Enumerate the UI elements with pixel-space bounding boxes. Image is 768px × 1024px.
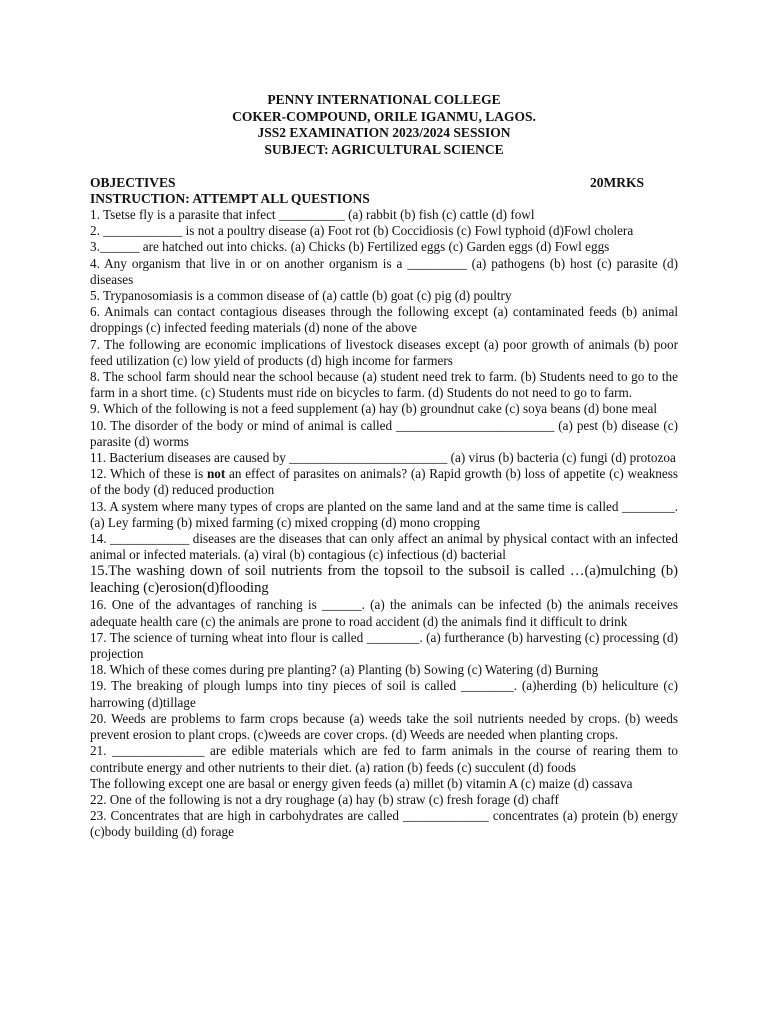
question-list (90, 207, 678, 841)
question-7: 7. The following are economic implications of livestock diseases except (a) poor growth of animals (b) poor feed utilization (c) low yield of products (d) high income for farmers (90, 336, 678, 368)
question-12 (90, 466, 678, 498)
question-18: 18. Which of these comes during pre planting? (a) Planting (b) Sowing (c) Watering (d) Burning (90, 662, 599, 678)
question-1: 1. Tsetse fly is a parasite that infect __________ (a) rabbit (b) fish (c) cattle (d) fowl (90, 207, 535, 222)
question-23: 23. Concentrates that are high in carbohydrates are called _____________ concentrates (a) protein (b) energy (c)body building (d) forage (90, 808, 678, 840)
question-17: 17. The science of turning wheat into flour is called ________. (a) furtherance (b) harvesting (c) processing (d) projection (90, 629, 678, 662)
question-15: 15.The washing down of soil nutrients from the topsoil to the subsoil is called …(a)mulching (b) leaching (c)erosion(d)flooding (90, 563, 678, 597)
question-3: 3.______ are hatched out into chicks. (a) Chicks (b) Fertilized eggs (c) Garden eggs (d) Fowl eggs (90, 239, 610, 255)
question-2: 2. ____________ is not a poultry disease (a) Foot rot (b) Coccidiosis (c) Fowl typhoid (d)Fowl cholera (90, 223, 634, 239)
question-21-followup: The following except one are basal or energy given feeds (a) millet (b) vitamin A (c) maize (d) cassava (90, 775, 633, 791)
question-20: 20. Weeds are problems to farm crops because (a) weeds take the soil nutrients needed by crops. (b) weeds prevent erosion to plant crops. (c)weeds are cover crops. (d) Weeds are needed when planting crops. (90, 710, 678, 743)
question-12-text: 12. Which of these is (90, 466, 207, 482)
question-8: 8. The school farm should near the school because (a) student need trek to farm. (b) Students need to go to the farm in a short time. (c) Students must ride on bicycles to farm. (d) Students do not need to go to farm. (90, 369, 678, 401)
section-heading (90, 175, 644, 191)
section-marks: 20MRKS (590, 175, 644, 190)
question-22: 22. One of the following is not a dry roughage (a) hay (b) straw (c) fresh forage (d) chaff (90, 791, 559, 807)
question-14: 14. ____________ diseases are the diseases that can only affect an animal by physical contact with an infected animal or infected materials. (a) viral (b) contagious (c) infectious (d) bacterial (90, 531, 678, 563)
question-16: 16. One of the advantages of ranching is ______. (a) the animals can be infected (b) the animals receives adequate health care (c) the animals are prone to road accident (d) the animals find it difficult to drink (90, 597, 678, 629)
section-title: OBJECTIVES (90, 175, 176, 190)
school-address: COKER-COMPOUND, ORILE IGANMU, LAGOS. (232, 108, 536, 124)
question-11: 11. Bacterium diseases are caused by ________________________ (a) virus (b) bacteria (c) fungi (d) protozoa (90, 450, 676, 466)
question-6: 6. Animals can contact contagious diseases through the following except (a) contaminated feeds (b) animal droppings (c) infected feeding materials (d) none of the above (90, 304, 678, 336)
question-5: 5. Trypanosomiasis is a common disease of (a) cattle (b) goat (c) pig (d) poultry (90, 288, 512, 304)
school-name: PENNY INTERNATIONAL COLLEGE (267, 92, 501, 107)
question-4: 4. Any organism that live in or on another organism is a _________ (a) pathogens (b) host (c) parasite (d) diseases (90, 255, 678, 287)
question-12-emphasis: not (206, 466, 226, 482)
document-header (0, 92, 768, 158)
exam-title: JSS2 EXAMINATION 2023/2024 SESSION (257, 125, 511, 140)
question-9: 9. Which of the following is not a feed supplement (a) hay (b) groundnut cake (c) soya beans (d) bone meal (90, 401, 658, 417)
question-13: 13. A system where many types of crops are planted on the same land and at the same time is called ________. (a) Ley farming (b) mixed farming (c) mixed cropping (d) mono cropping (90, 498, 678, 530)
question-21: 21. ______________ are edible materials which are fed to farm animals in the course of rearing them to contribute energy and other nutrients to their diet. (a) ration (b) feeds (c) succulent (d) foods (90, 743, 678, 775)
question-19: 19. The breaking of plough lumps into tiny pieces of soil is called ________. (a)herding (b) heliculture (c) harrowing (d)tillage (90, 678, 678, 710)
question-12-rest: an effect of parasites on animals? (a) Rapid growth (b) loss of appetite (c) weakness of the body (d) reduced production (90, 466, 678, 498)
instruction-text: INSTRUCTION: ATTEMPT ALL QUESTIONS (90, 191, 370, 206)
question-10: 10. The disorder of the body or mind of animal is called ________________________ (a) pest (b) disease (c) parasite (d) worms (90, 417, 678, 449)
subject-title: SUBJECT: AGRICULTURAL SCIENCE (264, 141, 504, 157)
